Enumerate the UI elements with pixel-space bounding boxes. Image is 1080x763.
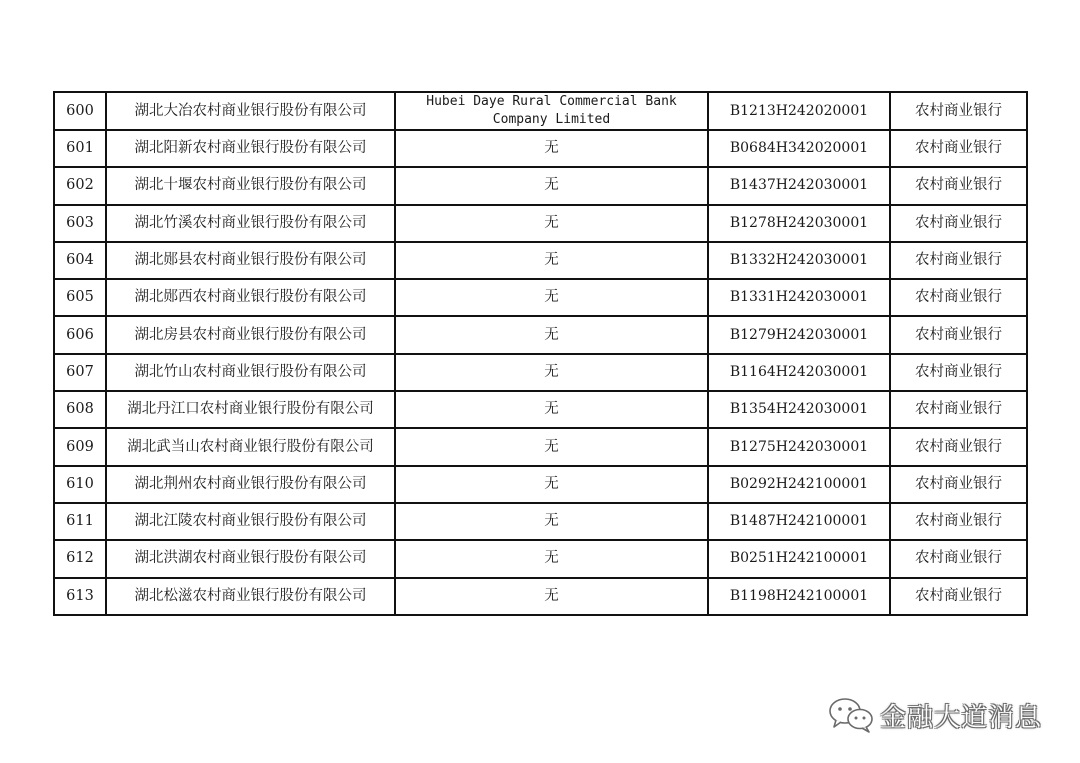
bank-name-cell: 湖北郧西农村商业银行股份有限公司 bbox=[106, 279, 395, 316]
wechat-icon bbox=[828, 696, 874, 734]
institution-code-cell: B1278H242030001 bbox=[708, 205, 890, 242]
row-number-cell: 610 bbox=[54, 466, 106, 503]
table-row bbox=[54, 391, 1027, 428]
institution-type-cell: 农村商业银行 bbox=[890, 466, 1027, 503]
table-row bbox=[54, 92, 1027, 130]
bank-name-cell: 湖北武当山农村商业银行股份有限公司 bbox=[106, 428, 395, 465]
institution-type-cell: 农村商业银行 bbox=[890, 503, 1027, 540]
row-number-cell: 600 bbox=[54, 92, 106, 130]
bank-name-cell: 湖北丹江口农村商业银行股份有限公司 bbox=[106, 391, 395, 428]
bank-name-cell: 湖北荆州农村商业银行股份有限公司 bbox=[106, 466, 395, 503]
row-number-cell: 604 bbox=[54, 242, 106, 279]
institution-type-cell: 农村商业银行 bbox=[890, 428, 1027, 465]
institution-code-cell: B1354H242030001 bbox=[708, 391, 890, 428]
table-row bbox=[54, 428, 1027, 465]
table-row bbox=[54, 130, 1027, 167]
bank-name-cell: 湖北松滋农村商业银行股份有限公司 bbox=[106, 578, 395, 615]
english-name-cell: 无 bbox=[395, 578, 708, 615]
table-row bbox=[54, 540, 1027, 577]
table-row bbox=[54, 205, 1027, 242]
institution-code-cell: B0684H342020001 bbox=[708, 130, 890, 167]
institution-code-cell: B0251H242100001 bbox=[708, 540, 890, 577]
row-number-cell: 605 bbox=[54, 279, 106, 316]
table-row bbox=[54, 503, 1027, 540]
watermark-text: 金融大道消息 bbox=[880, 702, 1043, 733]
institution-code-cell: B1164H242030001 bbox=[708, 354, 890, 391]
row-number-cell: 611 bbox=[54, 503, 106, 540]
institution-type-cell: 农村商业银行 bbox=[890, 578, 1027, 615]
row-number-cell: 612 bbox=[54, 540, 106, 577]
english-name-cell: 无 bbox=[395, 503, 708, 540]
institution-code-cell: B1332H242030001 bbox=[708, 242, 890, 279]
row-number-cell: 603 bbox=[54, 205, 106, 242]
institution-type-cell: 农村商业银行 bbox=[890, 92, 1027, 130]
institution-type-cell: 农村商业银行 bbox=[890, 540, 1027, 577]
row-number-cell: 613 bbox=[54, 578, 106, 615]
institution-code-cell: B1437H242030001 bbox=[708, 167, 890, 204]
row-number-cell: 608 bbox=[54, 391, 106, 428]
institution-type-cell: 农村商业银行 bbox=[890, 130, 1027, 167]
english-name-cell: 无 bbox=[395, 540, 708, 577]
institution-code-cell: B1331H242030001 bbox=[708, 279, 890, 316]
row-number-cell: 601 bbox=[54, 130, 106, 167]
institution-code-cell: B0292H242100001 bbox=[708, 466, 890, 503]
english-name-cell: 无 bbox=[395, 428, 708, 465]
institution-type-cell: 农村商业银行 bbox=[890, 167, 1027, 204]
institution-type-cell: 农村商业银行 bbox=[890, 316, 1027, 353]
institution-type-cell: 农村商业银行 bbox=[890, 242, 1027, 279]
bank-name-cell: 湖北大冶农村商业银行股份有限公司 bbox=[106, 92, 395, 130]
institution-type-cell: 农村商业银行 bbox=[890, 354, 1027, 391]
table-row bbox=[54, 316, 1027, 353]
watermark bbox=[828, 696, 1042, 734]
english-name-cell: 无 bbox=[395, 354, 708, 391]
bank-name-cell: 湖北阳新农村商业银行股份有限公司 bbox=[106, 130, 395, 167]
english-name-cell: 无 bbox=[395, 279, 708, 316]
bank-name-cell: 湖北十堰农村商业银行股份有限公司 bbox=[106, 167, 395, 204]
bank-name-cell: 湖北竹溪农村商业银行股份有限公司 bbox=[106, 205, 395, 242]
table-row bbox=[54, 578, 1027, 615]
institution-type-cell: 农村商业银行 bbox=[890, 279, 1027, 316]
row-number-cell: 606 bbox=[54, 316, 106, 353]
row-number-cell: 609 bbox=[54, 428, 106, 465]
english-name-cell: 无 bbox=[395, 391, 708, 428]
bank-list-table bbox=[53, 91, 1028, 616]
institution-code-cell: B1275H242030001 bbox=[708, 428, 890, 465]
bank-name-cell: 湖北郧县农村商业银行股份有限公司 bbox=[106, 242, 395, 279]
english-name-cell: 无 bbox=[395, 316, 708, 353]
row-number-cell: 607 bbox=[54, 354, 106, 391]
bank-name-cell: 湖北江陵农村商业银行股份有限公司 bbox=[106, 503, 395, 540]
institution-code-cell: B1213H242020001 bbox=[708, 92, 890, 130]
institution-code-cell: B1487H242100001 bbox=[708, 503, 890, 540]
institution-type-cell: 农村商业银行 bbox=[890, 205, 1027, 242]
english-name-cell: 无 bbox=[395, 242, 708, 279]
table-row bbox=[54, 466, 1027, 503]
table-row bbox=[54, 167, 1027, 204]
table-row bbox=[54, 354, 1027, 391]
institution-type-cell: 农村商业银行 bbox=[890, 391, 1027, 428]
table-row bbox=[54, 242, 1027, 279]
english-name-cell: 无 bbox=[395, 167, 708, 204]
english-name-cell: 无 bbox=[395, 130, 708, 167]
bank-name-cell: 湖北竹山农村商业银行股份有限公司 bbox=[106, 354, 395, 391]
english-name-cell: Hubei Daye Rural Commercial Bank Company Limited bbox=[395, 92, 708, 130]
english-name-cell: 无 bbox=[395, 466, 708, 503]
bank-name-cell: 湖北洪湖农村商业银行股份有限公司 bbox=[106, 540, 395, 577]
institution-code-cell: B1198H242100001 bbox=[708, 578, 890, 615]
row-number-cell: 602 bbox=[54, 167, 106, 204]
institution-code-cell: B1279H242030001 bbox=[708, 316, 890, 353]
bank-name-cell: 湖北房县农村商业银行股份有限公司 bbox=[106, 316, 395, 353]
english-name-cell: 无 bbox=[395, 205, 708, 242]
table-body bbox=[54, 92, 1027, 615]
table-row bbox=[54, 279, 1027, 316]
